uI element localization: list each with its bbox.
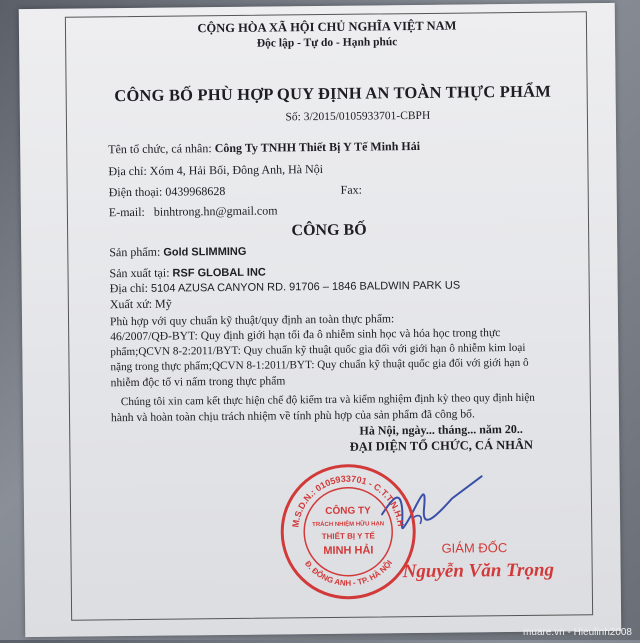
maker-value: RSF GLOBAL INC	[172, 266, 266, 280]
section-title: CÔNG BỐ	[291, 221, 367, 240]
compliance-line: phẩm;QCVN 8-2:2011/BYT: Quy chuẩn kỹ thuật quốc gia đối với giới hạn ô nhiễm kim loại	[110, 341, 526, 359]
product-row	[109, 244, 246, 260]
maker-address-label: Địa chỉ:	[109, 280, 149, 296]
document-title: CÔNG BỐ PHÙ HỢP QUY ĐỊNH AN TOÀN THỰC PHẨM	[114, 81, 552, 106]
stamp-ring-text: M.S.D.N.: 0105933701 - C.T.T.N.H.H	[290, 473, 406, 529]
representative-title: ĐẠI DIỆN TỔ CHỨC, CÁ NHÂN	[349, 437, 534, 454]
org-phone: Điện thoại: 0439968628	[108, 183, 226, 200]
compliance-line: 46/2007/QĐ-BYT: Quy định giới hạn tối đa ô nhiễm sinh học và hóa học trong thực	[110, 326, 501, 344]
stamp-bottom-text: Đ. ĐÔNG ANH - TP. HÀ NỘI	[303, 558, 395, 588]
document-number: Số: 3/2015/0105933701-CBPH	[285, 109, 431, 124]
stamp-line2: TRÁCH NHIỆM HỮU HẠN	[312, 521, 385, 529]
org-fax: Fax:	[340, 182, 363, 197]
origin: Xuất xứ: Mỹ	[109, 296, 172, 312]
signer-role: GIÁM ĐỐC	[441, 540, 508, 556]
stamp-line4: MINH HẢI	[323, 544, 374, 557]
org-name-value: Công Ty TNHH Thiết Bị Y Tế Minh Hải	[214, 138, 421, 156]
maker-address-row	[110, 278, 461, 297]
signer-name: Nguyễn Văn Trọng	[402, 559, 555, 583]
org-name-row	[108, 139, 420, 157]
product-value: Gold SLIMMING	[163, 245, 247, 259]
org-email-value: binhtrong.hn@gmail.com	[153, 203, 278, 219]
org-email-row	[109, 203, 278, 220]
org-address: Địa chỉ: Xóm 4, Hải Bối, Đông Anh, Hà Nội	[108, 161, 324, 179]
maker-row	[109, 265, 265, 282]
org-name-label: Tên tổ chức, cá nhân:	[108, 141, 212, 157]
watermark: muare.vn - Hieulinh2008	[523, 627, 632, 638]
company-stamp	[277, 461, 418, 602]
compliance-line: Phù hợp với quy chuẩn kỹ thuật/quy định an toàn thực phẩm:	[109, 312, 395, 329]
compliance-line: nhiễm độc tố vi nấm trong thực phẩm	[110, 374, 286, 390]
republic-header: CỘNG HÒA XÃ HỘI CHỦ NGHĨA VIỆT NAM	[197, 18, 457, 36]
compliance-line: nặng trong thực phẩm;QCVN 8-1:2011/BYT: Quy chuẩn kỹ thuật quốc gia đối với giới hạn ô	[110, 356, 529, 374]
commitment-line: hành và hoàn toàn chịu trách nhiệm về tính phù hợp của sản phẩm đã công bố.	[110, 407, 475, 425]
stamp-line1: CÔNG TY	[325, 505, 371, 517]
motto: Độc lập - Tự do - Hạnh phúc	[256, 36, 398, 50]
commitment-line: Chúng tôi xin cam kết thực hiện chế độ kiểm tra và kiểm nghiệm định kỳ theo quy định hiện	[120, 391, 535, 409]
org-email-label: E-mail:	[108, 204, 145, 220]
product-label: Sản phẩm:	[109, 244, 161, 260]
place-date: Hà Nội, ngày... tháng... năm 20..	[359, 421, 523, 438]
maker-address-value: 5104 AZUSA CANYON RD. 91706 – 1846 BALDWIN PARK US	[150, 279, 461, 295]
stamp-line3: THIẾT BỊ Y TẾ	[321, 531, 375, 541]
maker-label: Sản xuất tại:	[109, 265, 170, 281]
